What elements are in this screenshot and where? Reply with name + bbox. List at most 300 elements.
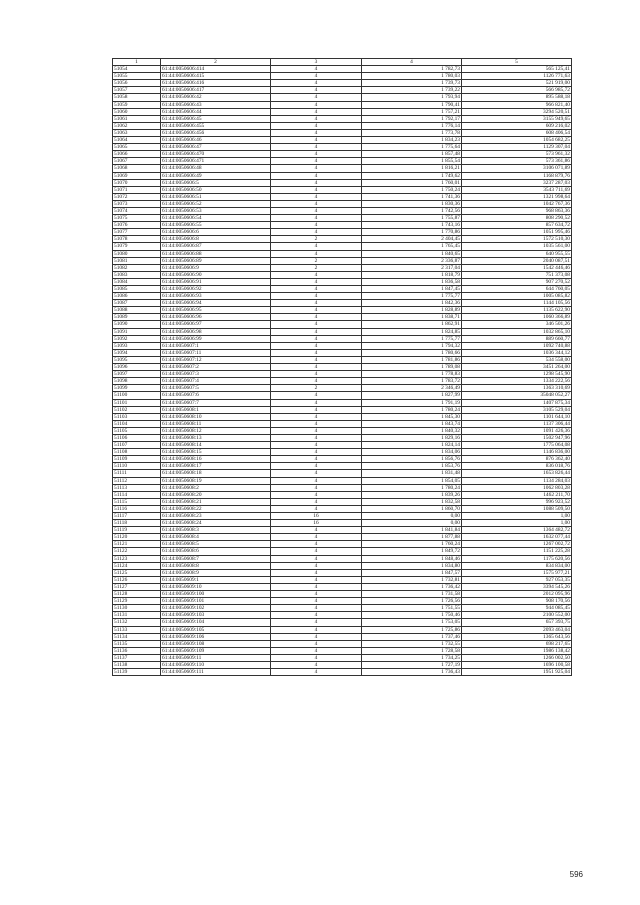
table-row	[113, 165, 572, 172]
group-cell: 4	[271, 591, 362, 598]
cadastral-number-cell: 61:44:0050608:6	[161, 548, 271, 555]
group-cell: 4	[271, 215, 362, 222]
row-number-cell: 51069	[113, 172, 161, 179]
table-row	[113, 115, 572, 122]
group-cell: 4	[271, 647, 362, 654]
table-row	[113, 222, 572, 229]
group-cell: 4	[271, 463, 362, 470]
row-number-cell: 51057	[113, 87, 161, 94]
cadastral-value-cell: 968 863,36	[462, 207, 572, 214]
table-row	[113, 562, 572, 569]
table-row	[113, 193, 572, 200]
row-number-cell: 51073	[113, 200, 161, 207]
row-number-cell: 51127	[113, 583, 161, 590]
cadastral-value-cell: 1062 803,28	[462, 484, 572, 491]
specific-value-cell: 1 794,32	[362, 342, 462, 349]
row-number-cell: 51135	[113, 640, 161, 647]
specific-value-cell: 1 824,85	[362, 328, 462, 335]
row-number-cell: 51117	[113, 513, 161, 520]
row-number-cell: 51066	[113, 151, 161, 158]
group-cell: 4	[271, 498, 362, 505]
table-row	[113, 73, 572, 80]
specific-value-cell: 1 726,56	[362, 598, 462, 605]
cadastral-number-cell: 61:44:0050606:91	[161, 278, 271, 285]
specific-value-cell: 1 840,65	[362, 250, 462, 257]
cadastral-number-cell: 61:44:0050609:103	[161, 612, 271, 619]
cadastral-number-cell: 61:44:0050609:1	[161, 576, 271, 583]
specific-value-cell: 1 827,99	[362, 392, 462, 399]
specific-value-cell: 1 816,21	[362, 165, 462, 172]
cadastral-value-cell: 1986 138,42	[462, 647, 572, 654]
cadastral-value-cell: 908 170,56	[462, 598, 572, 605]
cadastral-number-cell: 61:44:0050608:3	[161, 527, 271, 534]
table-row	[113, 300, 572, 307]
table-row	[113, 633, 572, 640]
row-number-cell: 51106	[113, 434, 161, 441]
row-number-cell: 51072	[113, 193, 161, 200]
row-number-cell: 51128	[113, 591, 161, 598]
cadastral-value-cell: 1407 875,34	[462, 399, 572, 406]
table-row	[113, 420, 572, 427]
specific-value-cell: 2 336,87	[362, 257, 462, 264]
cadastral-value-cell: 3543 711,69	[462, 186, 572, 193]
table-row	[113, 505, 572, 512]
cadastral-value-cell: 1298 545,90	[462, 371, 572, 378]
row-number-cell: 51099	[113, 385, 161, 392]
cadastral-value-cell: 1054 682,25	[462, 137, 572, 144]
table-row	[113, 385, 572, 392]
cadastral-number-cell: 61:44:0050606:47	[161, 144, 271, 151]
cadastral-value-cell: 1334 222,56	[462, 378, 572, 385]
cadastral-number-cell: 61:44:0050606:8	[161, 236, 271, 243]
group-cell: 16	[271, 513, 362, 520]
specific-value-cell: 1 739,73	[362, 80, 462, 87]
group-cell: 4	[271, 420, 362, 427]
cadastral-value-cell: 1144 105,56	[462, 300, 572, 307]
row-number-cell: 51079	[113, 243, 161, 250]
cadastral-number-cell: 61:44:0050606:51	[161, 193, 271, 200]
cadastral-number-cell: 61:44:0050606:5	[161, 179, 271, 186]
cadastral-number-cell: 61:44:0050606:470	[161, 151, 271, 158]
cadastral-number-cell: 61:44:0050608:14	[161, 442, 271, 449]
cadastral-value-cell: 927 053,35	[462, 576, 572, 583]
row-number-cell: 51138	[113, 661, 161, 668]
table-row	[113, 179, 572, 186]
group-cell: 4	[271, 598, 362, 605]
table-row	[113, 243, 572, 250]
table-row	[113, 484, 572, 491]
table-row	[113, 619, 572, 626]
specific-value-cell: 1 750,24	[362, 186, 462, 193]
group-cell: 4	[271, 151, 362, 158]
row-number-cell: 51086	[113, 293, 161, 300]
table-row	[113, 215, 572, 222]
row-number-cell: 51120	[113, 534, 161, 541]
table-row	[113, 661, 572, 668]
cadastral-number-cell: 61:44:0050607:1	[161, 342, 271, 349]
specific-value-cell: 1 741,36	[362, 193, 462, 200]
row-number-cell: 51107	[113, 442, 161, 449]
row-number-cell: 51123	[113, 555, 161, 562]
row-number-cell: 51094	[113, 349, 161, 356]
specific-value-cell: 1 728,58	[362, 647, 462, 654]
specific-value-cell: 1 775,64	[362, 144, 462, 151]
cadastral-number-cell: 61:44:0050606:53	[161, 207, 271, 214]
cadastral-number-cell: 61:44:0050606:44	[161, 108, 271, 115]
group-cell: 4	[271, 640, 362, 647]
row-number-cell: 51119	[113, 527, 161, 534]
header-col-2: 2	[161, 59, 271, 66]
table-row	[113, 470, 572, 477]
cadastral-value-cell: 521 919,00	[462, 80, 572, 87]
table-row	[113, 477, 572, 484]
specific-value-cell: 1 789,08	[362, 364, 462, 371]
specific-value-cell: 2 317,04	[362, 264, 462, 271]
cadastral-number-cell: 61:44:0050606:89	[161, 257, 271, 264]
cadastral-number-cell: 61:44:0050608:1	[161, 406, 271, 413]
group-cell: 4	[271, 548, 362, 555]
cadastral-number-cell: 61:44:0050609:10	[161, 583, 271, 590]
group-cell: 4	[271, 229, 362, 236]
group-cell: 4	[271, 356, 362, 363]
group-cell: 4	[271, 321, 362, 328]
table-row	[113, 186, 572, 193]
group-cell: 4	[271, 207, 362, 214]
cadastral-value-cell: 857 634,72	[462, 222, 572, 229]
cadastral-value-cell: 1135 622,90	[462, 307, 572, 314]
specific-value-cell: 1 725,86	[362, 626, 462, 633]
specific-value-cell: 1 830,36	[362, 200, 462, 207]
specific-value-cell: 1 760,24	[362, 541, 462, 548]
cadastral-value-cell: 1363 310,69	[462, 385, 572, 392]
row-number-cell: 51096	[113, 364, 161, 371]
row-number-cell: 51077	[113, 229, 161, 236]
cadastral-value-cell: 1088 509,50	[462, 505, 572, 512]
specific-value-cell: 1 781,86	[362, 356, 462, 363]
group-cell: 4	[271, 165, 362, 172]
specific-value-cell: 1 780,03	[362, 73, 462, 80]
cadastral-number-cell: 61:44:0050606:97	[161, 321, 271, 328]
cadastral-number-cell: 61:44:0050609:11	[161, 654, 271, 661]
row-number-cell: 51139	[113, 669, 161, 676]
cadastral-number-cell: 61:44:0050609:110	[161, 661, 271, 668]
group-cell: 4	[271, 364, 362, 371]
row-number-cell: 51129	[113, 598, 161, 605]
cadastral-number-cell: 61:44:0050606:99	[161, 335, 271, 342]
cadastral-number-cell: 61:44:0050606:9	[161, 264, 271, 271]
cadastral-value-cell: 534 558,00	[462, 356, 572, 363]
group-cell: 2	[271, 236, 362, 243]
specific-value-cell: 1 855,54	[362, 158, 462, 165]
group-cell: 4	[271, 505, 362, 512]
cadastral-value-cell: 1134 284,03	[462, 477, 572, 484]
row-number-cell: 51131	[113, 612, 161, 619]
group-cell: 4	[271, 335, 362, 342]
cadastral-value-cell: 2040 087,51	[462, 257, 572, 264]
specific-value-cell: 1 818,79	[362, 271, 462, 278]
cadastral-value-cell: 1005 085,82	[462, 293, 572, 300]
table-row	[113, 569, 572, 576]
row-number-cell: 51137	[113, 654, 161, 661]
specific-value-cell: 1 849,72	[362, 548, 462, 555]
cadastral-number-cell: 61:44:0050609:106	[161, 633, 271, 640]
group-cell: 4	[271, 626, 362, 633]
table-row	[113, 378, 572, 385]
group-cell: 4	[271, 307, 362, 314]
row-number-cell: 51130	[113, 605, 161, 612]
specific-value-cell: 1 854,05	[362, 477, 462, 484]
group-cell: 4	[271, 413, 362, 420]
table-row	[113, 144, 572, 151]
table-row	[113, 328, 572, 335]
group-cell: 4	[271, 349, 362, 356]
specific-value-cell: 1 727,19	[362, 661, 462, 668]
specific-value-cell: 1 848,46	[362, 555, 462, 562]
cadastral-number-cell: 61:44:0050608:5	[161, 541, 271, 548]
cadastral-number-cell: 61:44:0050608:17	[161, 463, 271, 470]
cadastral-number-cell: 61:44:0050606:95	[161, 307, 271, 314]
table-row	[113, 498, 572, 505]
cadastral-number-cell: 61:44:0050608:10	[161, 413, 271, 420]
cadastral-number-cell: 61:44:0050608:7	[161, 555, 271, 562]
row-number-cell: 51124	[113, 562, 161, 569]
cadastral-number-cell: 61:44:0050606:98	[161, 328, 271, 335]
cadastral-number-cell: 61:44:0050608:2	[161, 484, 271, 491]
table-row	[113, 399, 572, 406]
cadastral-value-cell: 1101 644,10	[462, 413, 572, 420]
specific-value-cell: 0,00	[362, 520, 462, 527]
specific-value-cell: 1 765,45	[362, 243, 462, 250]
row-number-cell: 51132	[113, 619, 161, 626]
cadastral-value-cell: 3106 071,89	[462, 165, 572, 172]
group-cell: 16	[271, 520, 362, 527]
cadastral-value-cell: 1632 077,44	[462, 534, 572, 541]
table-row	[113, 427, 572, 434]
cadastral-number-cell: 61:44:0050606:50	[161, 186, 271, 193]
cadastral-value-cell: 1151 225,28	[462, 548, 572, 555]
row-number-cell: 51063	[113, 129, 161, 136]
row-number-cell: 51097	[113, 371, 161, 378]
cadastral-value-cell: 808 290,52	[462, 215, 572, 222]
table-row	[113, 356, 572, 363]
cadastral-value-cell: 644 760,05	[462, 286, 572, 293]
specific-value-cell: 0,00	[362, 513, 462, 520]
cadastral-value-cell: 1036 344,12	[462, 349, 572, 356]
cadastral-number-cell: 61:44:0050609:108	[161, 640, 271, 647]
cadastral-value-cell: 1060 366,89	[462, 314, 572, 321]
cadastral-number-cell: 61:44:0050606:455	[161, 122, 271, 129]
specific-value-cell: 1 847,45	[362, 286, 462, 293]
table-row	[113, 598, 572, 605]
table-row	[113, 137, 572, 144]
cadastral-number-cell: 61:44:0050606:456	[161, 129, 271, 136]
specific-value-cell: 1 749,62	[362, 172, 462, 179]
row-number-cell: 51098	[113, 378, 161, 385]
specific-value-cell: 1 838,71	[362, 314, 462, 321]
table-row	[113, 94, 572, 101]
cadastral-number-cell: 61:44:0050606:42	[161, 94, 271, 101]
table-row	[113, 80, 572, 87]
table-row	[113, 513, 572, 520]
cadastral-number-cell: 61:44:0050608:22	[161, 505, 271, 512]
cadastral-value-cell: 895 588,18	[462, 94, 572, 101]
group-cell: 4	[271, 137, 362, 144]
specific-value-cell: 1 776,14	[362, 122, 462, 129]
row-number-cell: 51083	[113, 271, 161, 278]
cadastral-number-cell: 61:44:0050606:55	[161, 222, 271, 229]
specific-value-cell: 1 736,43	[362, 669, 462, 676]
header-col-4: 4	[362, 59, 462, 66]
row-number-cell: 51100	[113, 392, 161, 399]
group-cell: 4	[271, 619, 362, 626]
cadastral-value-cell: 565 125,41	[462, 66, 572, 73]
table-row	[113, 87, 572, 94]
specific-value-cell: 1 840,32	[362, 427, 462, 434]
specific-value-cell: 1 750,46	[362, 612, 462, 619]
cadastral-value-cell: 2093 463,04	[462, 626, 572, 633]
table-row	[113, 207, 572, 214]
row-number-cell: 51091	[113, 328, 161, 335]
group-cell: 4	[271, 108, 362, 115]
table-row	[113, 605, 572, 612]
row-number-cell: 51071	[113, 186, 161, 193]
cadastral-number-cell: 61:44:0050609:101	[161, 598, 271, 605]
group-cell: 4	[271, 527, 362, 534]
row-number-cell: 51056	[113, 80, 161, 87]
row-number-cell: 51110	[113, 463, 161, 470]
specific-value-cell: 1 834,06	[362, 449, 462, 456]
group-cell: 4	[271, 434, 362, 441]
row-number-cell: 51108	[113, 449, 161, 456]
cadastral-value-cell: 2012 095,96	[462, 591, 572, 598]
row-number-cell: 51064	[113, 137, 161, 144]
row-number-cell: 51112	[113, 477, 161, 484]
table-row	[113, 591, 572, 598]
cadastral-value-cell: 3394 545,26	[462, 583, 572, 590]
row-number-cell: 51105	[113, 427, 161, 434]
row-number-cell: 51070	[113, 179, 161, 186]
specific-value-cell: 1 824,14	[362, 442, 462, 449]
group-cell: 4	[271, 101, 362, 108]
specific-value-cell: 1 757,21	[362, 108, 462, 115]
group-cell: 4	[271, 612, 362, 619]
specific-value-cell: 1 791,19	[362, 399, 462, 406]
table-row	[113, 307, 572, 314]
group-cell: 4	[271, 470, 362, 477]
cadastral-number-cell: 61:44:0050609:109	[161, 647, 271, 654]
cadastral-value-cell: 1137 306,44	[462, 420, 572, 427]
table-row	[113, 640, 572, 647]
specific-value-cell: 1 780,24	[362, 484, 462, 491]
cadastral-value-cell: 3155 949,65	[462, 115, 572, 122]
row-number-cell: 51092	[113, 335, 161, 342]
group-cell: 2	[271, 264, 362, 271]
row-number-cell: 51082	[113, 264, 161, 271]
row-number-cell: 51104	[113, 420, 161, 427]
cadastral-value-cell: 1175 620,56	[462, 555, 572, 562]
cadastral-number-cell: 61:44:0050608:12	[161, 427, 271, 434]
table-row	[113, 158, 572, 165]
group-cell: 4	[271, 115, 362, 122]
cadastral-number-cell: 61:44:0050606:94	[161, 300, 271, 307]
specific-value-cell: 2 346,49	[362, 385, 462, 392]
row-number-cell: 51116	[113, 505, 161, 512]
cadastral-value-cell: 1775 064,08	[462, 442, 572, 449]
row-number-cell: 51061	[113, 115, 161, 122]
cadastral-value-cell: 834 834,00	[462, 562, 572, 569]
table-row	[113, 576, 572, 583]
specific-value-cell: 1 793,94	[362, 94, 462, 101]
row-number-cell: 51134	[113, 633, 161, 640]
group-cell: 4	[271, 449, 362, 456]
cadastral-value-cell: 1091 426,36	[462, 427, 572, 434]
cadastral-value-cell: 698 217,65	[462, 640, 572, 647]
group-cell: 4	[271, 122, 362, 129]
cadastral-value-cell: 3451 264,00	[462, 364, 572, 371]
table-row	[113, 108, 572, 115]
group-cell: 4	[271, 484, 362, 491]
group-cell: 4	[271, 186, 362, 193]
row-number-cell: 51065	[113, 144, 161, 151]
specific-value-cell: 1 834,23	[362, 137, 462, 144]
specific-value-cell: 1 778,83	[362, 371, 462, 378]
cadastral-number-cell: 61:44:0050609:105	[161, 626, 271, 633]
cadastral-number-cell: 61:44:0050608:9	[161, 569, 271, 576]
table-row	[113, 406, 572, 413]
table-row	[113, 129, 572, 136]
cadastral-number-cell: 61:44:0050607:2	[161, 364, 271, 371]
cadastral-value-cell: 1575 977,21	[462, 569, 572, 576]
table-row	[113, 364, 572, 371]
group-cell: 4	[271, 378, 362, 385]
group-cell: 4	[271, 250, 362, 257]
cadastral-value-cell: 1168 879,76	[462, 172, 572, 179]
cadastral-value-cell: 876 362,40	[462, 456, 572, 463]
group-cell: 4	[271, 633, 362, 640]
table-row	[113, 257, 572, 264]
row-number-cell: 51080	[113, 250, 161, 257]
group-cell: 4	[271, 555, 362, 562]
specific-value-cell: 1 834,80	[362, 562, 462, 569]
specific-value-cell: 1 773,78	[362, 129, 462, 136]
cadastral-value-cell: 3105 529,04	[462, 406, 572, 413]
group-cell: 4	[271, 144, 362, 151]
cadastral-value-cell: 1542 446,46	[462, 264, 572, 271]
row-number-cell: 51076	[113, 222, 161, 229]
specific-value-cell: 1 783,72	[362, 378, 462, 385]
row-number-cell: 51121	[113, 541, 161, 548]
specific-value-cell: 1 780,66	[362, 349, 462, 356]
specific-value-cell: 1 753,05	[362, 619, 462, 626]
group-cell: 4	[271, 541, 362, 548]
specific-value-cell: 1 842,36	[362, 300, 462, 307]
cadastral-value-cell: 836 018,76	[462, 463, 572, 470]
cadastral-number-cell: 61:44:0050608:18	[161, 470, 271, 477]
cadastral-value-cell: 609 216,02	[462, 122, 572, 129]
table-row	[113, 654, 572, 661]
specific-value-cell: 1 841,84	[362, 527, 462, 534]
table-row	[113, 236, 572, 243]
cadastral-number-cell: 61:44:0050606:48	[161, 165, 271, 172]
group-cell: 4	[271, 491, 362, 498]
specific-value-cell: 1 860,70	[362, 505, 462, 512]
header-col-5: 5	[462, 59, 572, 66]
specific-value-cell: 2 404,45	[362, 236, 462, 243]
cadastral-number-cell: 61:44:0050606:471	[161, 158, 271, 165]
group-cell: 4	[271, 80, 362, 87]
cadastral-number-cell: 61:44:0050609:104	[161, 619, 271, 626]
specific-value-cell: 1 839,26	[362, 491, 462, 498]
